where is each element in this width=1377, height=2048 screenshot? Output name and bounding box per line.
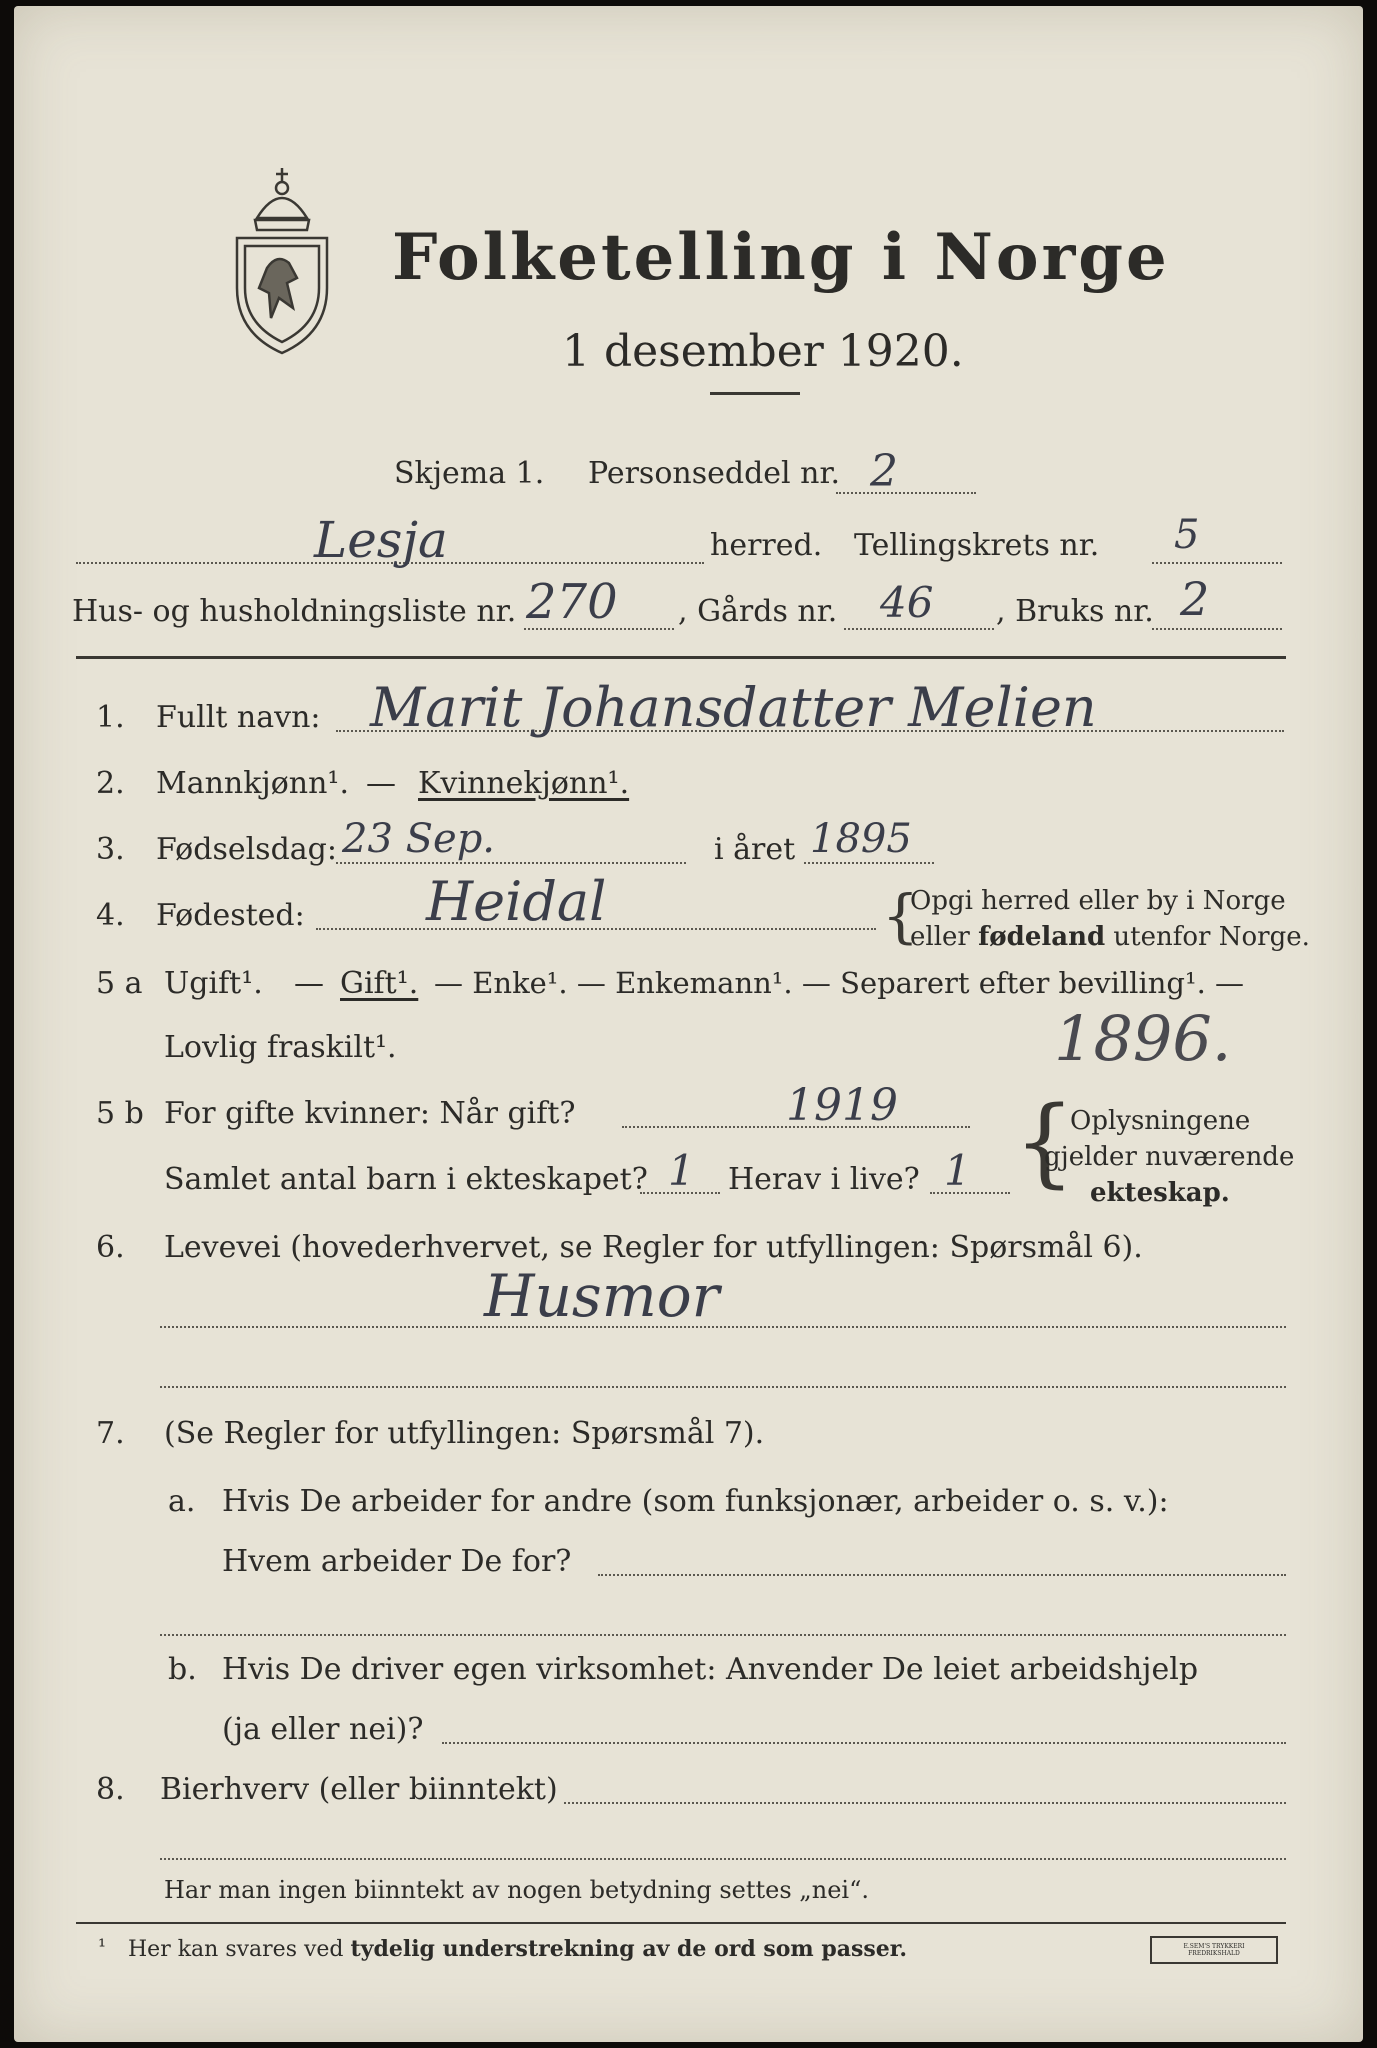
footer-note: Har man ingen biinntekt av nogen betydning settes „nei“. — [164, 1876, 869, 1904]
q5a-number: 5 a — [96, 966, 143, 1001]
q5b-brace: { — [1014, 1086, 1076, 1198]
q5b-note-2-text: gjelder nuværende — [1044, 1142, 1295, 1172]
q7b-number: b. — [168, 1652, 197, 1687]
q4-note-2-bold: fødeland — [978, 922, 1106, 952]
q7a-answer-line-2 — [160, 1634, 1286, 1636]
tellingskrets-line — [1152, 562, 1282, 564]
q4-note-1: Opgi herred eller by i Norge — [910, 886, 1286, 916]
footnote-text — [128, 1936, 907, 1962]
coat-of-arms-icon — [227, 158, 337, 358]
form-date: 1 desember 1920. — [562, 326, 964, 377]
printer-text: E.SEM'S TRYKKERI FREDRIKSHALD — [1183, 1943, 1245, 1957]
q3-year-value: 1895 — [810, 816, 912, 862]
printer-mark — [1150, 1936, 1278, 1964]
gards-value: 46 — [880, 578, 934, 627]
q4-value: Heidal — [426, 870, 607, 933]
q1-number: 1. — [96, 700, 125, 735]
q6-line-1 — [160, 1326, 1286, 1328]
q2-male: Mannkjønn¹. — [156, 766, 349, 801]
footnote-text-b: tydelig understrekning av de ord som passer. — [350, 1936, 908, 1962]
q7-label: (Se Regler for utfyllingen: Spørsmål 7). — [164, 1416, 765, 1451]
form-title: Folketelling i Norge — [392, 220, 1170, 295]
census-form — [14, 6, 1363, 2042]
q8-answer-line-1 — [564, 1802, 1286, 1804]
footnote-text-a: Her kan svares ved — [128, 1937, 344, 1962]
q4-number: 4. — [96, 898, 125, 933]
personseddel-line — [836, 492, 976, 494]
q7-number: 7. — [96, 1416, 125, 1451]
q5b-ilive-label: Herav i live? — [728, 1162, 920, 1197]
personseddel-label: Personseddel nr. — [588, 456, 841, 491]
bruks-value: 2 — [1180, 572, 1210, 626]
q4-note-2-pre: eller — [910, 922, 979, 952]
gards-line — [844, 628, 994, 630]
q6-number: 6. — [96, 1230, 125, 1265]
q3-number: 3. — [96, 832, 125, 867]
q5a-dash: — — [294, 966, 324, 1001]
skjema-label: Skjema 1. — [394, 456, 545, 491]
q5a-gift: Gift¹. — [340, 966, 419, 1001]
husliste-value: 270 — [526, 574, 618, 630]
footer-divider — [76, 1922, 1286, 1924]
personseddel-value: 2 — [870, 446, 898, 497]
q7b-line-2: (ja eller nei)? — [222, 1712, 424, 1747]
q2-number: 2. — [96, 766, 125, 801]
q3-line — [336, 862, 686, 864]
q5a-rest: — Enke¹. — Enkemann¹. — Separert efter bevilling¹. — — [434, 966, 1245, 1000]
q3-value: 23 Sep. — [342, 816, 496, 862]
q5b-note-2 — [1044, 1142, 1294, 1172]
q4-label: Fødested: — [156, 898, 305, 933]
footnote-mark: ¹ — [98, 1934, 107, 1958]
q6-label: Levevei (hovederhvervet, se Regler for utfyllingen: Spørsmål 6). — [164, 1230, 1143, 1265]
q5b-note-1: Oplysningene — [1070, 1106, 1251, 1136]
q5b-label: For gifte kvinner: Når gift? — [164, 1096, 576, 1131]
husliste-label: Hus- og husholdningsliste nr. — [72, 594, 517, 629]
gards-label: , Gårds nr. — [678, 594, 838, 629]
q8-number: 8. — [96, 1772, 125, 1807]
tellingskrets-label: Tellingskrets nr. — [854, 528, 1100, 563]
q2-separator: — — [366, 766, 396, 801]
herred-label: herred. — [710, 528, 823, 563]
q7b-line-1: Hvis De driver egen virksomhet: Anvender De leiet arbeidshjelp — [222, 1652, 1199, 1687]
herred-value: Lesja — [314, 511, 448, 569]
q5b-number: 5 b — [96, 1096, 144, 1131]
q7a-line-1: Hvis De arbeider for andre (som funksjonær, arbeider o. s. v.): — [222, 1484, 1169, 1519]
q3-label: Fødselsdag: — [156, 832, 337, 867]
q5b-note-3: ekteskap. — [1090, 1178, 1230, 1208]
q7b-answer-line — [442, 1742, 1286, 1744]
q4-note-2 — [910, 922, 1310, 952]
q8-label: Bierhverv (eller biinntekt) — [160, 1772, 558, 1807]
q4-note-2-post: utenfor Norge. — [1105, 922, 1310, 952]
q1-value: Marit Johansdatter Melien — [370, 676, 1097, 739]
q4-brace: { — [882, 882, 919, 950]
q3-year-line — [804, 862, 934, 864]
q7a-line-2: Hvem arbeider De for? — [222, 1544, 572, 1579]
q2-female: Kvinnekjønn¹. — [418, 766, 630, 801]
q8-answer-line-2 — [160, 1858, 1286, 1860]
q5a-line2: Lovlig fraskilt¹. — [164, 1030, 397, 1065]
q5a-ugift: Ugift¹. — [164, 966, 263, 1001]
tellingskrets-value: 5 — [1174, 512, 1200, 558]
q6-line-2 — [160, 1386, 1286, 1388]
bruks-line — [1152, 628, 1282, 630]
q5b-ilive-value: 1 — [944, 1146, 971, 1195]
q7a-answer-line-1 — [598, 1574, 1286, 1576]
q5a-annotation: 1896. — [1054, 1002, 1232, 1075]
q1-label: Fullt navn: — [156, 700, 321, 735]
q5b-barn-label: Samlet antal barn i ekteskapet? — [164, 1162, 648, 1197]
q5b-value: 1919 — [786, 1080, 898, 1131]
q3-year-label: i året — [714, 832, 796, 867]
q5b-barn-value: 1 — [668, 1146, 695, 1195]
title-divider — [710, 392, 800, 395]
q6-value: Husmor — [484, 1262, 720, 1330]
section-divider — [76, 656, 1286, 659]
q7a-number: a. — [168, 1484, 196, 1519]
bruks-label: , Bruks nr. — [996, 594, 1154, 629]
